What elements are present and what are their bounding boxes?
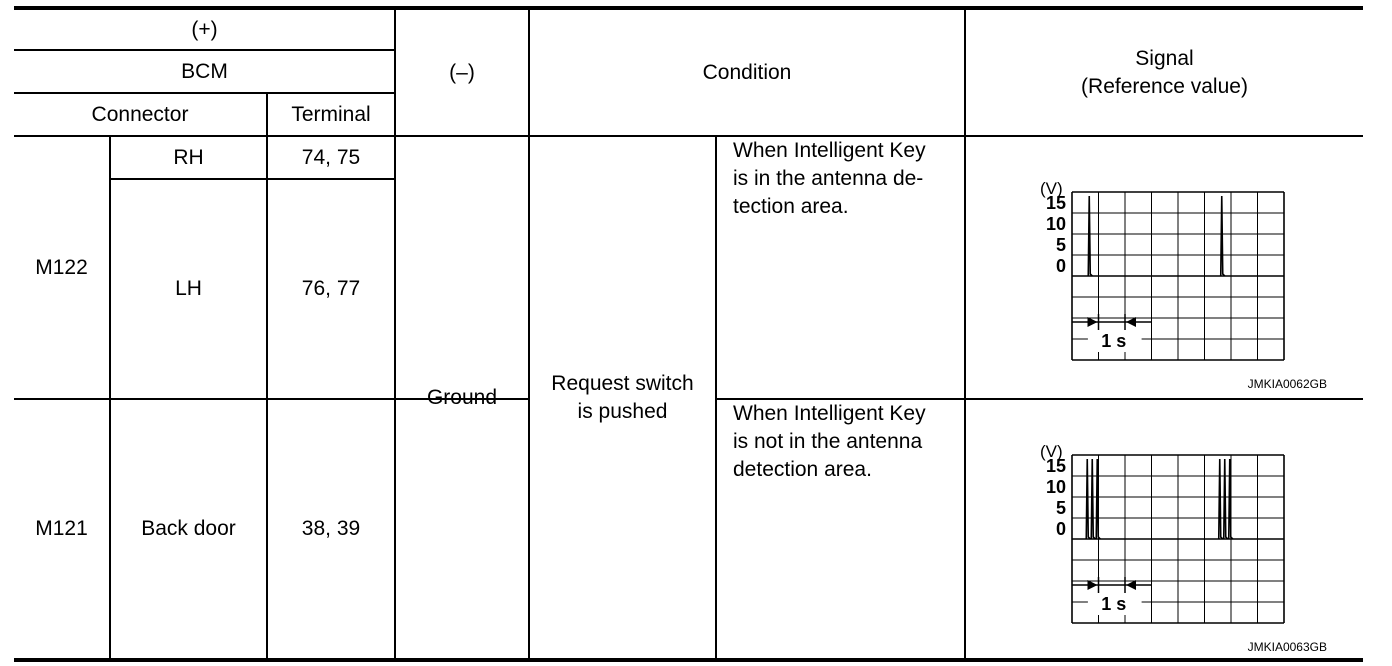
condition-key-not-in-area: When Intelligent Key is not in the antenna detection area.: [733, 402, 926, 481]
side-rh: RH: [173, 145, 204, 169]
terminal-rh: 74, 75: [301, 145, 361, 169]
y-tick-label: 15: [1045, 193, 1066, 213]
signal-pulse: [1086, 459, 1090, 539]
bottom-border: [14, 658, 1363, 662]
y-tick-label: 10: [1045, 477, 1066, 497]
condition-request-switch: Request switch is pushed: [551, 371, 694, 423]
signal-waveform-not-in-area: [1014, 441, 1344, 656]
side-back-door: Back door: [141, 517, 236, 540]
minus-ground: Ground: [426, 385, 498, 409]
side-lh: LH: [175, 277, 202, 300]
y-tick-label: 5: [1055, 498, 1066, 518]
time-scale-label: 1 s: [1101, 594, 1127, 614]
y-tick-label: 15: [1045, 456, 1066, 476]
header-connector: Connector: [91, 102, 189, 126]
signal-pulse: [1088, 196, 1092, 276]
header-condition: Condition: [702, 60, 792, 84]
terminal-signal-table: [14, 6, 1363, 662]
header-terminal: Terminal: [291, 102, 371, 126]
header-signal: Signal (Reference value): [1081, 46, 1248, 98]
signal-pulse: [1224, 459, 1228, 539]
y-unit-label: (V): [1040, 179, 1063, 198]
y-tick-label: 0: [1055, 519, 1066, 539]
signal-pulse: [1219, 459, 1223, 539]
connector-m121: M121: [35, 517, 88, 540]
condition-key-in-area: When Intelligent Key is in the antenna de- tection area.: [733, 139, 926, 218]
time-scale-label: 1 s: [1101, 331, 1127, 351]
header-plus: (+): [191, 17, 218, 41]
y-tick-label: 5: [1055, 235, 1066, 255]
header-bcm: BCM: [181, 59, 228, 83]
connector-m122: M122: [35, 255, 88, 279]
y-tick-label: 0: [1055, 256, 1066, 276]
y-unit-label: (V): [1040, 442, 1063, 461]
figure-code: JMKIA0062GB: [1247, 377, 1327, 391]
terminal-lh: 76, 77: [301, 277, 361, 300]
terminal-back-door: 38, 39: [301, 517, 361, 540]
signal-pulse: [1221, 196, 1225, 276]
figure-code: JMKIA0063GB: [1247, 640, 1327, 654]
signal-waveform-in-area: [1014, 178, 1344, 393]
header-minus: (–): [449, 60, 475, 84]
signal-pulse: [1091, 459, 1095, 539]
y-tick-label: 10: [1045, 214, 1066, 234]
